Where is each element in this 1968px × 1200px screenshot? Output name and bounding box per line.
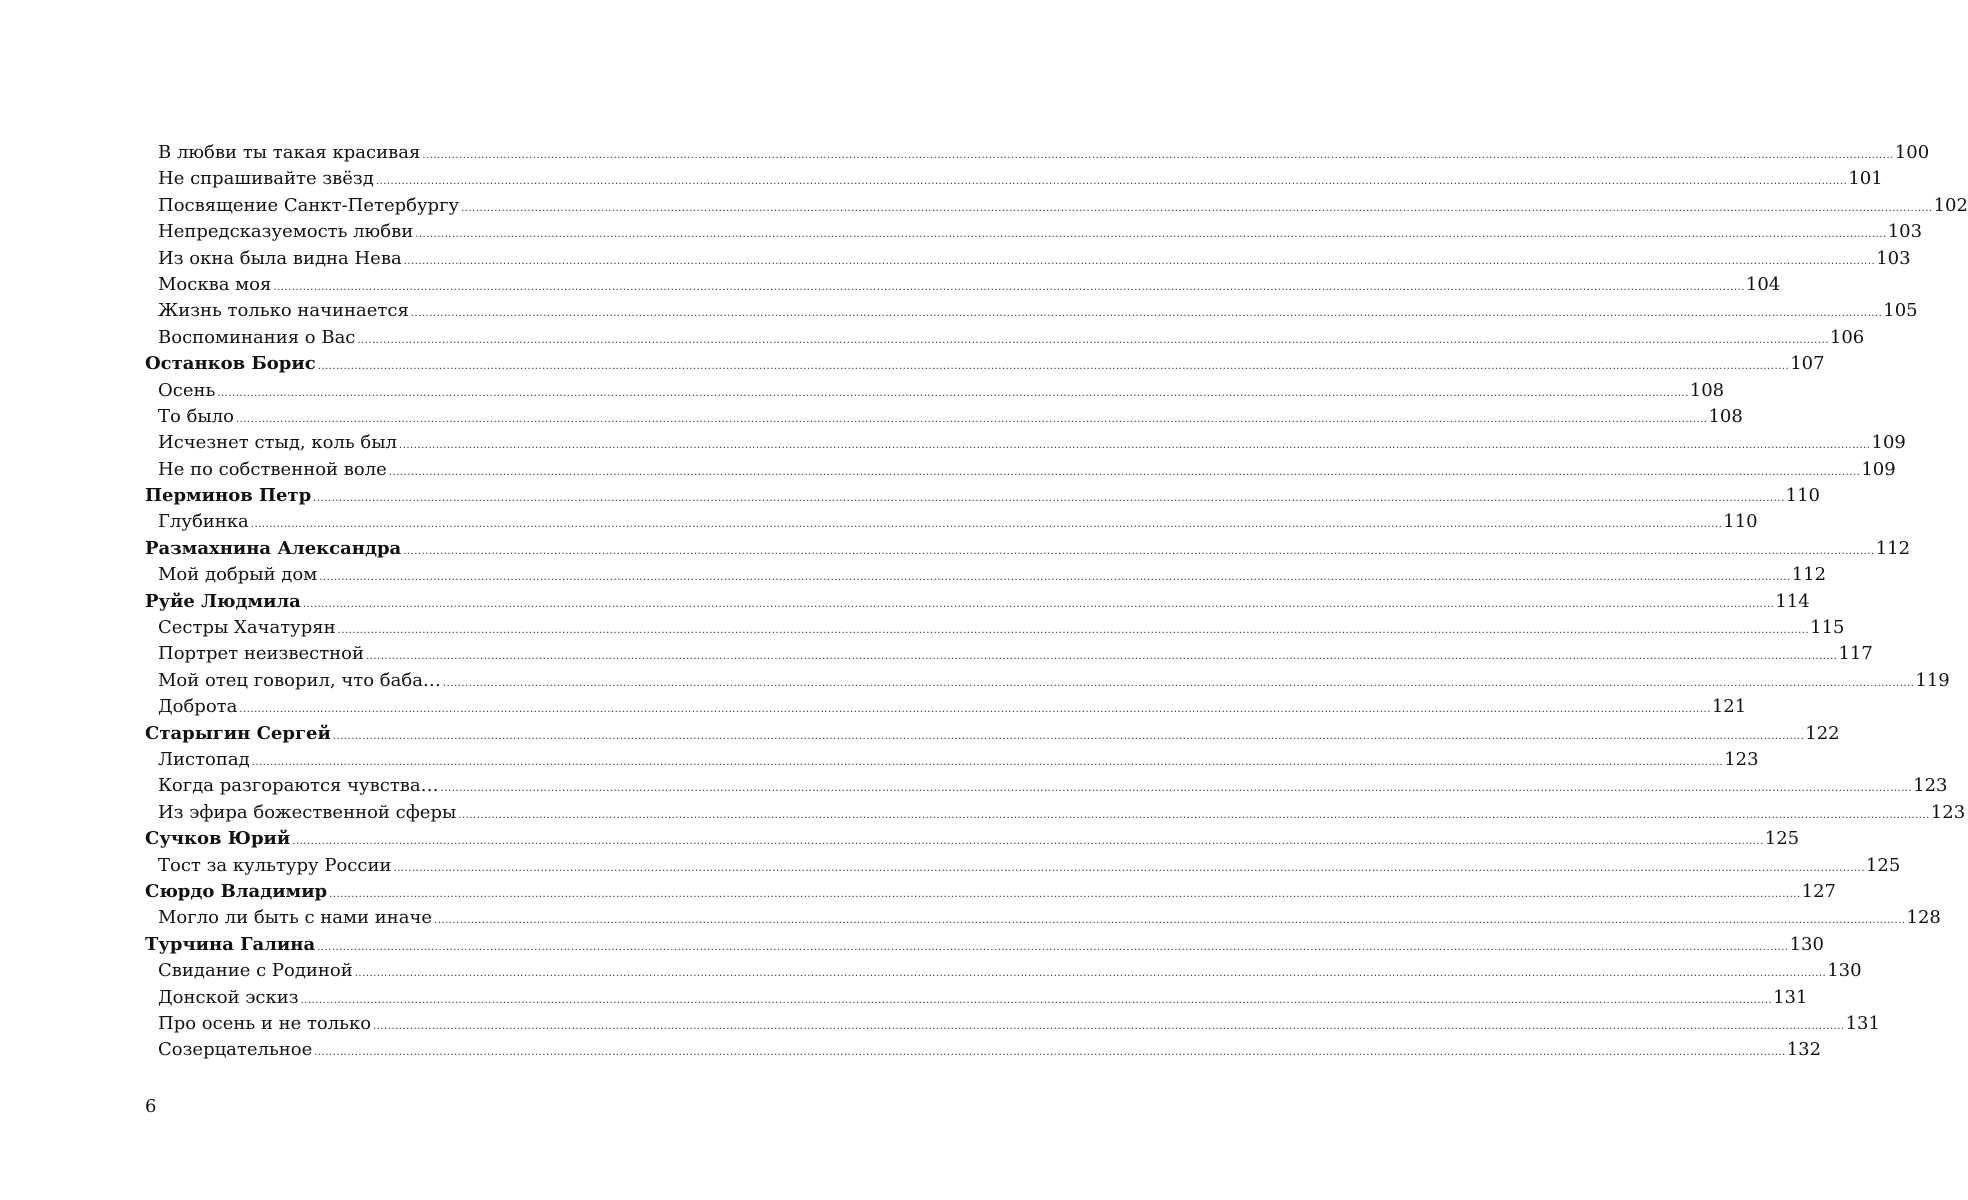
poem-title: Листопад	[158, 748, 250, 770]
poem-title: Портрет неизвестной	[158, 643, 364, 665]
poem-title: Свидание с Родиной	[158, 960, 353, 982]
dot-leader: ................................................................................................................................................................................................................................................................................................................................................................................................................	[313, 493, 1785, 505]
toc-poem-entry	[145, 641, 1873, 667]
dot-leader: ................................................................................................................................................................................................................................................................................................................................................................................................................	[329, 888, 1801, 900]
poem-title: Не по собственной воле	[158, 458, 387, 480]
page-ref: 131	[1845, 1012, 1880, 1034]
poem-title: Воспоминания о Вас	[158, 326, 356, 348]
poem-title: Исчезнет стыд, коль был	[158, 432, 398, 454]
dot-leader: ................................................................................................................................................................................................................................................................................................................................................................................................................	[300, 994, 1773, 1006]
toc-poem-entry	[145, 1037, 1822, 1063]
page-ref: 123	[1930, 801, 1966, 823]
toc-author-entry	[145, 879, 1836, 905]
dot-leader: ................................................................................................................................................................................................................................................................................................................................................................................................................	[292, 836, 1764, 848]
poem-title: В любви ты такая красивая	[158, 142, 421, 163]
page-ref: 131	[1773, 986, 1808, 1008]
dot-leader: ................................................................................................................................................................................................................................................................................................................................................................................................................	[250, 519, 1723, 531]
author-name: Останков Борис	[145, 353, 316, 375]
poem-title: Осень	[158, 379, 216, 401]
toc-poem-entry	[145, 140, 1930, 166]
page-ref: 109	[1871, 432, 1906, 454]
poem-title: Доброта	[158, 696, 238, 718]
page-ref: 128	[1906, 907, 1941, 929]
poem-title: Не спрашивайте звёзд	[158, 168, 374, 190]
toc-poem-entry	[145, 404, 1743, 430]
page-ref: 114	[1775, 590, 1810, 612]
poem-title: Созерцательное	[158, 1039, 313, 1061]
poem-title: Жизнь только начинается	[158, 300, 409, 322]
page-ref: 125	[1764, 828, 1800, 850]
poem-title: Про осень и не только	[158, 1012, 372, 1034]
poem-title: То было	[158, 405, 234, 427]
page-ref: 103	[1887, 221, 1923, 243]
page-ref: 127	[1801, 880, 1836, 902]
page-ref: 130	[1827, 960, 1862, 982]
toc-poem-entry	[145, 905, 1941, 931]
dot-leader: ................................................................................................................................................................................................................................................................................................................................................................................................................	[403, 255, 1876, 267]
dot-leader: ................................................................................................................................................................................................................................................................................................................................................................................................................	[434, 915, 1906, 927]
author-name: Турчина Галина	[145, 933, 316, 955]
dot-leader: ................................................................................................................................................................................................................................................................................................................................................................................................................	[314, 1047, 1786, 1059]
toc-poem-entry	[145, 166, 1883, 192]
page-ref: 104	[1745, 273, 1781, 295]
page-ref: 100	[1894, 142, 1930, 163]
page-number: 6	[145, 1096, 157, 1117]
toc-poem-entry	[145, 378, 1725, 404]
page-ref: 110	[1785, 485, 1821, 507]
toc-author-entry	[145, 351, 1825, 377]
dot-leader: ................................................................................................................................................................................................................................................................................................................................................................................................................	[461, 202, 1933, 214]
toc-poem-entry	[145, 668, 1950, 694]
author-name: Старыгин Сергей	[145, 722, 331, 744]
toc-poem-entry	[145, 298, 1918, 324]
dot-leader: ................................................................................................................................................................................................................................................................................................................................................................................................................	[357, 334, 1829, 346]
author-name: Перминов Петр	[145, 485, 312, 507]
toc-poem-entry	[145, 773, 1948, 799]
dot-leader: ................................................................................................................................................................................................................................................................................................................................................................................................................	[393, 862, 1865, 874]
page-ref: 101	[1848, 168, 1883, 190]
page-ref: 108	[1689, 379, 1725, 401]
toc-poem-entry	[145, 325, 1865, 351]
dot-leader: ................................................................................................................................................................................................................................................................................................................................................................................................................	[375, 176, 1848, 188]
toc-poem-entry	[145, 430, 1906, 456]
dot-leader: ................................................................................................................................................................................................................................................................................................................................................................................................................	[440, 783, 1913, 795]
poem-title: Тост за культуру России	[158, 854, 392, 876]
toc-poem-entry	[145, 562, 1827, 588]
dot-leader: ................................................................................................................................................................................................................................................................................................................................................................................................................	[410, 308, 1883, 320]
dot-leader: ................................................................................................................................................................................................................................................................................................................................................................................................................	[354, 968, 1827, 980]
page-ref: 103	[1876, 247, 1911, 269]
dot-leader: ................................................................................................................................................................................................................................................................................................................................................................................................................	[458, 809, 1930, 821]
toc-poem-entry	[145, 800, 1966, 826]
dot-leader: ................................................................................................................................................................................................................................................................................................................................................................................................................	[337, 625, 1810, 637]
poem-title: Из эфира божественной сферы	[158, 801, 457, 823]
toc-poem-entry	[145, 219, 1923, 245]
page-ref: 123	[1724, 748, 1759, 770]
table-of-contents	[145, 140, 1968, 1064]
page-ref: 102	[1933, 194, 1968, 216]
toc-poem-entry	[145, 246, 1911, 272]
toc-poem-entry	[145, 272, 1781, 298]
dot-leader: ................................................................................................................................................................................................................................................................................................................................................................................................................	[273, 281, 1745, 293]
page-ref: 110	[1723, 511, 1758, 533]
page-ref: 130	[1789, 933, 1824, 955]
dot-leader: ................................................................................................................................................................................................................................................................................................................................................................................................................	[319, 572, 1791, 584]
page-ref: 109	[1861, 458, 1896, 480]
toc-author-entry	[145, 932, 1824, 958]
poem-title: Непредсказуемость любви	[158, 221, 414, 243]
page-ref: 121	[1711, 696, 1747, 718]
poem-title: Мой отец говорил, что баба…	[158, 669, 441, 691]
toc-poem-entry	[145, 615, 1845, 641]
poem-title: Москва моя	[158, 273, 272, 295]
toc-author-entry	[145, 721, 1840, 747]
dot-leader: ................................................................................................................................................................................................................................................................................................................................................................................................................	[236, 413, 1708, 425]
toc-poem-entry	[145, 958, 1862, 984]
dot-leader: ................................................................................................................................................................................................................................................................................................................................................................................................................	[302, 598, 1775, 610]
toc-author-entry	[145, 483, 1821, 509]
page-ref: 132	[1786, 1039, 1822, 1061]
page-ref: 115	[1810, 617, 1845, 639]
dot-leader: ................................................................................................................................................................................................................................................................................................................................................................................................................	[422, 150, 1894, 161]
dot-leader: ................................................................................................................................................................................................................................................................................................................................................................................................................	[217, 387, 1689, 399]
dot-leader: ................................................................................................................................................................................................................................................................................................................................................................................................................	[415, 229, 1887, 241]
toc-poem-entry	[145, 509, 1758, 535]
poem-title: Сестры Хачатурян	[158, 617, 336, 639]
author-name: Сюрдо Владимир	[145, 880, 328, 902]
page-ref: 106	[1829, 326, 1865, 348]
toc-poem-entry	[145, 457, 1896, 483]
page-ref: 107	[1790, 353, 1825, 375]
toc-poem-entry	[145, 694, 1747, 720]
dot-leader: ................................................................................................................................................................................................................................................................................................................................................................................................................	[403, 545, 1875, 557]
poem-title: Глубинка	[158, 511, 249, 533]
page-ref: 108	[1708, 405, 1743, 427]
toc-author-entry	[145, 826, 1800, 852]
toc-poem-entry	[145, 193, 1968, 219]
poem-title: Мой добрый дом	[158, 564, 318, 586]
dot-leader: ................................................................................................................................................................................................................................................................................................................................................................................................................	[332, 730, 1805, 742]
dot-leader: ................................................................................................................................................................................................................................................................................................................................................................................................................	[239, 704, 1711, 716]
page-ref: 105	[1883, 300, 1918, 322]
author-name: Сучков Юрий	[145, 828, 291, 850]
dot-leader: ................................................................................................................................................................................................................................................................................................................................................................................................................	[366, 651, 1838, 663]
toc-poem-entry	[145, 985, 1808, 1011]
dot-leader: ................................................................................................................................................................................................................................................................................................................................................................................................................	[317, 361, 1790, 373]
poem-title: Когда разгораются чувства…	[158, 775, 439, 797]
page-ref: 122	[1805, 722, 1840, 744]
dot-leader: ................................................................................................................................................................................................................................................................................................................................................................................................................	[388, 466, 1861, 478]
poem-title: Из окна была видна Нева	[158, 247, 402, 269]
poem-title: Посвящение Санкт-Петербургу	[158, 194, 460, 216]
page-ref: 112	[1875, 537, 1911, 559]
dot-leader: ................................................................................................................................................................................................................................................................................................................................................................................................................	[442, 677, 1915, 689]
toc-poem-entry	[145, 853, 1901, 879]
dot-leader: ................................................................................................................................................................................................................................................................................................................................................................................................................	[317, 941, 1789, 953]
poem-title: Могло ли быть с нами иначе	[158, 907, 433, 929]
toc-author-entry	[145, 536, 1911, 562]
poem-title: Донской эскиз	[158, 986, 299, 1008]
author-name: Руйе Людмила	[145, 590, 301, 612]
dot-leader: ................................................................................................................................................................................................................................................................................................................................................................................................................	[251, 756, 1724, 768]
page-ref: 123	[1913, 775, 1948, 797]
toc-poem-entry	[145, 747, 1759, 773]
page-ref: 112	[1791, 564, 1827, 586]
toc-author-entry	[145, 589, 1810, 615]
page-ref: 125	[1865, 854, 1901, 876]
toc-poem-entry	[145, 1011, 1880, 1037]
dot-leader: ................................................................................................................................................................................................................................................................................................................................................................................................................	[399, 440, 1871, 452]
page-ref: 117	[1838, 643, 1873, 665]
dot-leader: ................................................................................................................................................................................................................................................................................................................................................................................................................	[373, 1020, 1845, 1032]
page-ref: 119	[1915, 669, 1950, 691]
author-name: Размахнина Александра	[145, 537, 402, 559]
